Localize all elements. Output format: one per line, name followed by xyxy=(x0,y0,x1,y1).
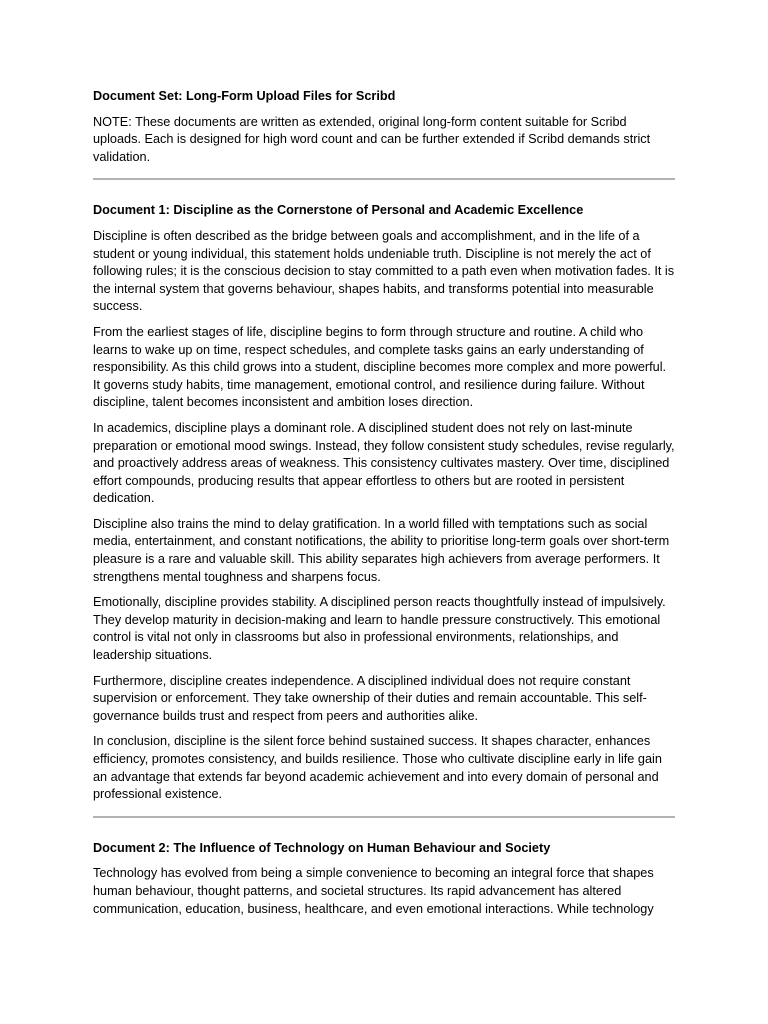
document-1-title: Document 1: Discipline as the Cornerstone of Personal and Academic Excellence xyxy=(93,203,584,218)
document-2-title: Document 2: The Influence of Technology on Human Behaviour and Society xyxy=(93,840,551,855)
doc1-paragraph: Discipline is often described as the bridge between goals and accomplishment, and in the life of a student or young individual, this statement holds undeniable truth. Discipline is not merely the act of following rules; it is the conscious decision to stay committed to a path even when motivation fades. It is the internal system that governs behaviour, shapes habits, and transforms potential into measurable success. xyxy=(93,228,675,314)
document-set-title: Document Set: Long-Form Upload Files for Scribd xyxy=(93,89,396,103)
section-divider xyxy=(93,178,675,180)
doc1-paragraph: Emotionally, discipline provides stability. A disciplined person reacts thoughtfully instead of impulsively. They develop maturity in decision-making and learn to handle pressure constructively. This emotional control is vital not only in classrooms but also in professional environments, relationships, and leadership situations. xyxy=(93,595,666,663)
doc1-paragraph: Discipline also trains the mind to delay gratification. In a world filled with temptations such as social media, entertainment, and constant notifications, the ability to prioritise long-term goals over short-term pleasure is a rare and valuable skill. This ability separates high achievers from average performers. It strengthens mental toughness and sharpens focus. xyxy=(93,516,670,584)
section-divider xyxy=(93,816,675,818)
note-paragraph: NOTE: These documents are written as extended, original long-form content suitable for Scribd uploads. Each is designed for high word count and can be further extended if Scribd demands strict validation. xyxy=(93,114,651,164)
doc2-paragraph: Technology has evolved from being a simple convenience to becoming an integral force that shapes human behaviour, thought patterns, and societal structures. Its rapid advancement has altered communication, education, business, healthcare, and even emotional interactions. While technology xyxy=(93,866,654,916)
document-page xyxy=(93,88,675,926)
doc1-paragraph: In academics, discipline plays a dominant role. A disciplined student does not rely on last-minute preparation or emotional mood swings. Instead, they follow consistent study schedules, revise regularly, and proactively address areas of weakness. This consistency cultivates mastery. Over time, disciplined effort compounds, producing results that appear effortless to others but are rooted in persistent dedication. xyxy=(93,420,675,506)
doc1-paragraph: From the earliest stages of life, discipline begins to form through structure and routine. A child who learns to wake up on time, respect schedules, and complete tasks gains an early understanding of responsibility. As this child grows into a student, discipline becomes more complex and more powerful. It governs study habits, time management, emotional control, and resilience during failure. Without discipline, talent becomes inconsistent and ambition loses direction. xyxy=(93,324,667,410)
doc1-paragraph: Furthermore, discipline creates independence. A disciplined individual does not require constant supervision or enforcement. They take ownership of their duties and remain accountable. This self-governance builds trust and respect from peers and authorities alike. xyxy=(93,673,647,723)
doc1-paragraph: In conclusion, discipline is the silent force behind sustained success. It shapes character, enhances efficiency, promotes consistency, and builds resilience. Those who cultivate discipline early in life gain an advantage that extends far beyond academic achievement and into every domain of personal and professional existence. xyxy=(93,734,662,802)
